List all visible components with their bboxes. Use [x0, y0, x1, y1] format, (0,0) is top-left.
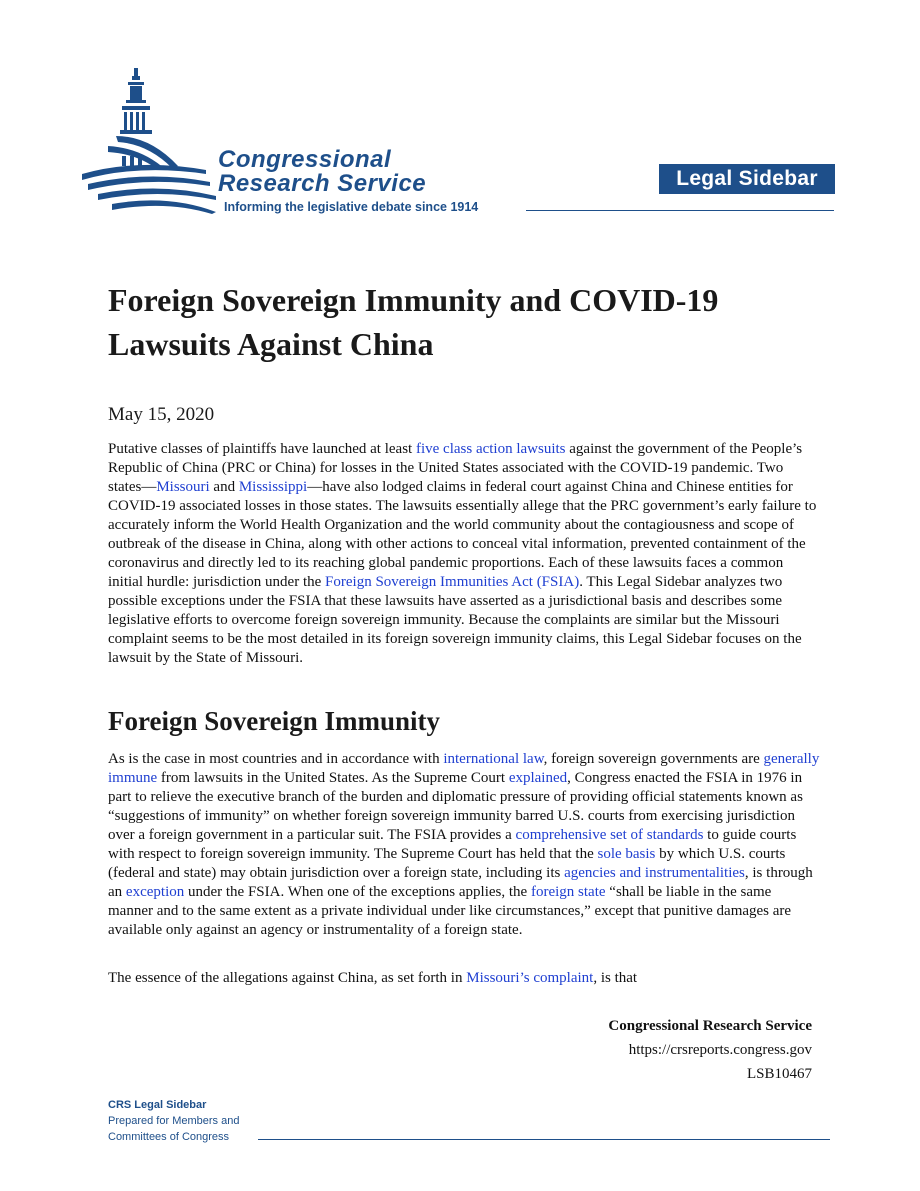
link-generally-immune[interactable]: generally immune — [108, 751, 820, 786]
footer-report-id: LSB10467 — [746, 1066, 812, 1082]
text-run: As is the case in most countries and in accordance with — [108, 751, 444, 767]
text-run: to guide courts with respect to foreign sovereign immunity. The Supreme Court has held that the — [108, 827, 797, 862]
section-heading: Foreign Sovereign Immunity — [108, 706, 441, 736]
text-run: , Congress enacted the FSIA in 1976 in part to relieve the executive branch of the burden and diplomatic pressure of providing official statements known as “suggestions of immunity” on whether foreign sovereign immunity barred U.S. courts from exercising jurisdiction over a foreign government in a particular suit. The FSIA provides a — [108, 770, 803, 843]
text-run: by which U.S. courts (federal and state) may obtain jurisdiction over a foreign state, including its — [108, 846, 786, 881]
bottom-label-title: CRS Legal Sidebar — [108, 1099, 207, 1111]
crs-logo — [78, 66, 538, 226]
footer-url[interactable]: https://crsreports.congress.gov — [628, 1042, 812, 1058]
capitol-dome-icon — [78, 66, 218, 216]
publication-date: May 15, 2020 — [108, 404, 215, 425]
text-run: , foreign sovereign governments are — [543, 751, 764, 767]
text-run: , is that — [593, 970, 638, 986]
legal-sidebar-badge: Legal Sidebar — [659, 164, 835, 194]
text-run: from lawsuits in the United States. As the Supreme Court — [157, 770, 509, 786]
link-sole-basis[interactable]: sole basis — [597, 846, 656, 862]
text-run: The essence of the allegations against China, as set forth in — [108, 970, 467, 986]
bottom-rule — [258, 1139, 830, 1140]
header-rule — [526, 210, 834, 211]
allegations-paragraph — [108, 969, 820, 988]
link-exception[interactable]: exception — [125, 884, 185, 900]
link-mississippi[interactable]: Mississippi — [238, 479, 308, 495]
text-run: , is through an — [108, 865, 813, 900]
text-run: . This Legal Sidebar analyzes two possible exceptions under the FSIA that these lawsuits have asserted as a jurisdictional basis and describes some legislative efforts to overcome foreign sovereign immunity. Because the complaints are similar but the Missouri complaint seems to be the most detailed in its foreign sovereign immunity claims, this Legal Sidebar focuses on the lawsuit by the State of Missouri. — [108, 574, 802, 666]
immunity-paragraph — [108, 750, 820, 940]
text-run: Putative classes of plaintiffs have launched at least — [108, 441, 416, 457]
link-international-law[interactable]: international law — [443, 751, 544, 767]
footer-block — [608, 1014, 812, 1086]
bottom-label-line3: Committees of Congress — [108, 1131, 230, 1143]
text-run: and — [209, 479, 239, 495]
page-title: Foreign Sovereign Immunity and COVID-19 Lawsuits Against China — [108, 282, 719, 362]
logo-tagline: Informing the legislative debate since 1914 — [224, 200, 479, 214]
intro-paragraph — [108, 440, 820, 668]
logo-congressional: Congressional — [218, 146, 392, 173]
link-missouri[interactable]: Missouri — [156, 479, 210, 495]
text-run: “shall be liable in the same manner and to the same extent as a private individual under like circumstances,” except that punitive damages are available only against an agency or instrumentality of a foreign state. — [108, 884, 792, 938]
link-agencies-and-instrumentalities[interactable]: agencies and instrumentalities — [564, 865, 745, 881]
link-five-class-action-lawsuits[interactable]: five class action lawsuits — [415, 441, 566, 457]
link-comprehensive-set-of-standards[interactable]: comprehensive set of standards — [515, 827, 704, 843]
link-fsia[interactable]: Foreign Sovereign Immunities Act (FSIA) — [325, 574, 580, 590]
link-explained[interactable]: explained — [508, 770, 568, 786]
text-run: —have also lodged claims in federal court against China and Chinese entities for COVID-19 associated losses in those states. The lawsuits essentially allege that the PRC government’s early failure to accurately inform the World Health Organization and the world community about the contagiousness and scope of outbreak of the disease in China, along with other actions to conceal vital information, prevented containment of the coronavirus and directly led to its reaching global pandemic proportions. Each of these lawsuits faces a common initial hurdle: jurisdiction under the — [108, 479, 817, 590]
text-run: under the FSIA. When one of the exceptions applies, the — [184, 884, 531, 900]
link-foreign-state[interactable]: foreign state — [530, 884, 606, 900]
bottom-label-line2: Prepared for Members and — [108, 1115, 240, 1127]
bottom-label — [108, 1097, 239, 1145]
footer-org: Congressional Research Service — [608, 1018, 812, 1034]
link-missouri-complaint[interactable]: Missouri’s complaint — [466, 970, 594, 986]
logo-research-service: Research Service — [218, 170, 427, 197]
text-run: against the government of the People’s Republic of China (PRC or China) for losses in the United States associated with the COVID-19 pandemic. Two states— — [108, 441, 803, 495]
